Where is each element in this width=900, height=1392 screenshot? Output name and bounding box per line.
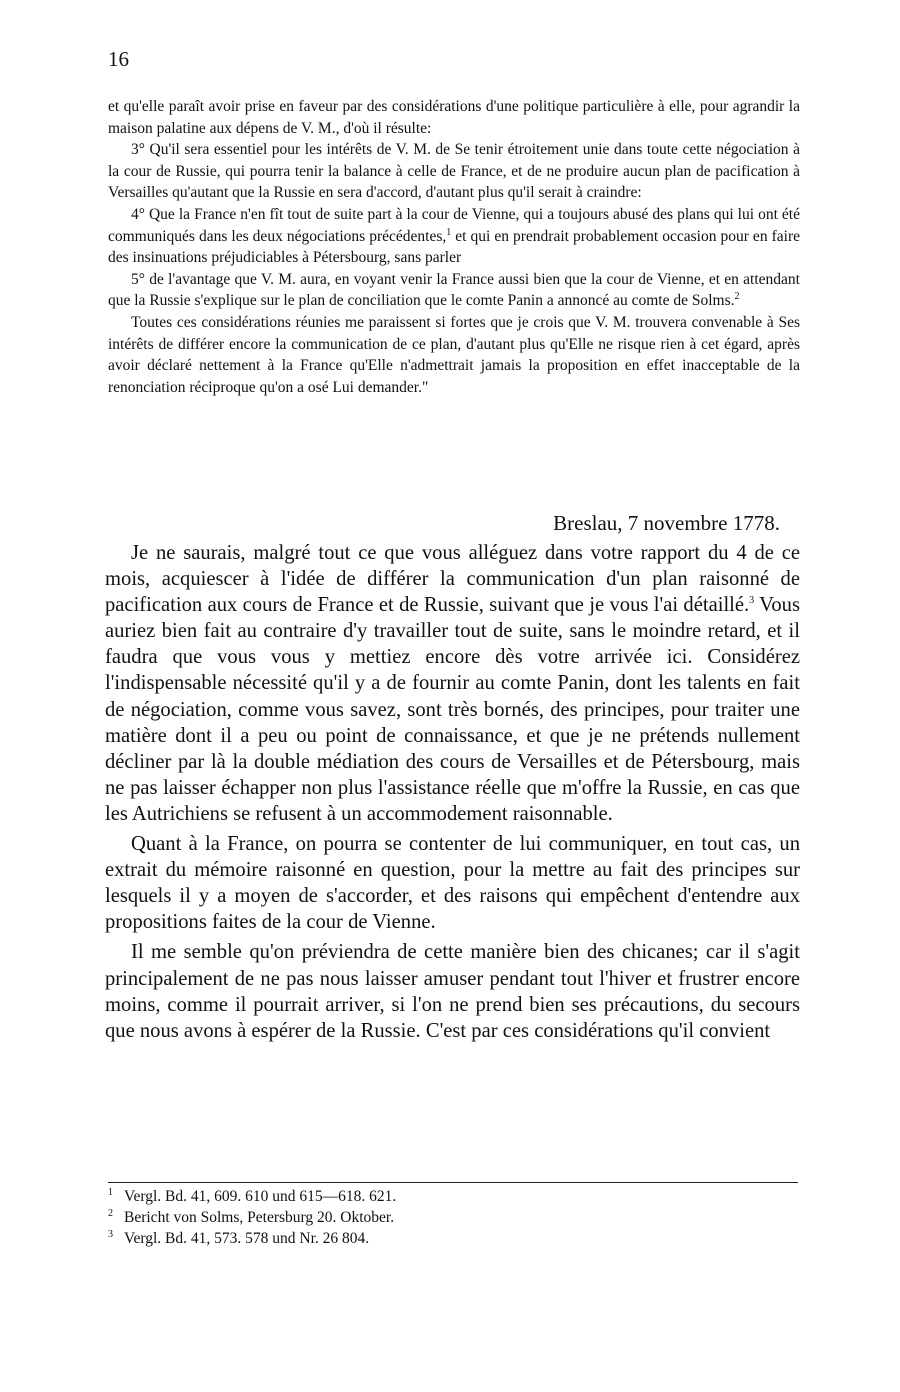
letter-paragraph: Il me semble qu'on préviendra de cette manière bien des chicanes; car il s'agit principalement de ne pas nous laisser amuser pendant tout l'hiver et frustrer encore moins, comme il pourrait arriver, si l'on ne prend bien ses précautions, du secours que nous avons à espérer de la Russie. C'est par ces considérations qu'il convient	[105, 941, 800, 1042]
page-number: 16	[108, 47, 129, 71]
letter-paragraph: Quant à la France, on pourra se contenter de lui communiquer, en tout cas, un extrait du mémoire raisonné en question, pour la mettre au fait des principes sur lesquels il y a moyen de s'accorder, et des raisons qui empêchent d'entendre aux propositions faites de la cour de Vienne.	[105, 833, 800, 934]
footnote	[108, 1228, 798, 1249]
footnote-text: Bericht von Solms, Petersburg 20. Oktober.	[124, 1209, 395, 1226]
footnote-mark: 2	[108, 1208, 113, 1219]
footnote-reference: 3	[749, 595, 755, 607]
quote-paragraph: 4° Que la France n'en fît tout de suite part à la cour de Vienne, qui a toujours abusé des plans qui lui ont été communiqués dans les deux négociations précédentes,$^1$ et qui en prendrait probablement occasion pour en faire des insinuations préjudiciables à Pétersbourg, sans parler	[108, 205, 800, 267]
quote-paragraph: Toutes ces considérations réunies me paraissent si fortes que je crois que V. M. trouvera convenable à Ses intérêts de différer encore la communication de ce plan, d'autant plus qu'Elle ne risque rien à cet égard, après avoir déclaré nettement à la France qu'Elle n'admettrait jamais la proposition en effet inacceptable de la renonciation réciproque qu'on a osé Lui demander."	[108, 313, 800, 396]
quote-paragraph: et qu'elle paraît avoir prise en faveur par des considérations d'une politique particulière à elle, pour agrandir la maison palatine aux dépens de V. M., d'où il résulte:	[108, 98, 800, 137]
footnote	[108, 1207, 798, 1228]
quoted-report	[108, 96, 800, 398]
footnote-reference: 2	[734, 291, 740, 303]
footnote-text: Vergl. Bd. 41, 573. 578 und Nr. 26 804.	[124, 1230, 370, 1247]
letter-paragraph: Je ne saurais, malgré tout ce que vous alléguez dans votre rapport du 4 de ce mois, acquiescer à l'idée de différer la communication d'un plan raisonné de pacification aux cours de France et de Russie, suivant que je vous l'ai détaillé.$^3$ Vous auriez bien fait au contraire d'y travailler tout de suite, sans le moindre retard, et il faudra que vous vous y mettiez encore dès votre arrivée ici. Considérez l'indispensable nécessité qu'il y a de fournir au comte Panin, dont les talents en fait de négociation, comme vous savez, sont très bornés, des principes, pour traiter une matière dont il a peu ou point de connaissance, et que je ne prétends nullement décliner par là la double médiation des cours de Versailles et de Pétersbourg, mais ne pas laisser échapper non plus l'assistance réelle que m'offre la Russie, en cas que les Autrichiens se refusent à un accommodement raisonnable.	[105, 542, 800, 825]
quote-paragraph: 3° Qu'il sera essentiel pour les intérêts de V. M. de Se tenir étroitement unie dans toute cette négociation à la cour de Russie, qui pourra tenir la balance à celle de France, et de ne produire aucun plan de pacification à Versailles qu'autant que la Russie en sera d'accord, d'autant plus qu'il serait à craindre:	[108, 141, 800, 202]
footnote-reference: 1	[446, 226, 452, 238]
footnote-mark: 1	[108, 1187, 113, 1198]
letter-body	[105, 540, 800, 1048]
footnotes	[108, 1186, 798, 1249]
footnote-mark: 3	[108, 1229, 113, 1240]
footnote-divider	[108, 1182, 798, 1183]
dateline: Breslau, 7 novembre 1778.	[553, 511, 780, 535]
footnote-text: Vergl. Bd. 41, 609. 610 und 615—618. 621.	[124, 1188, 397, 1205]
quote-paragraph: 5° de l'avantage que V. M. aura, en voyant venir la France aussi bien que la cour de Vienne, et en attendant que la Russie s'explique sur le plan de conciliation que le comte Panin a annoncé au comte de Solms.$^2$	[108, 270, 800, 310]
footnote	[108, 1186, 798, 1207]
